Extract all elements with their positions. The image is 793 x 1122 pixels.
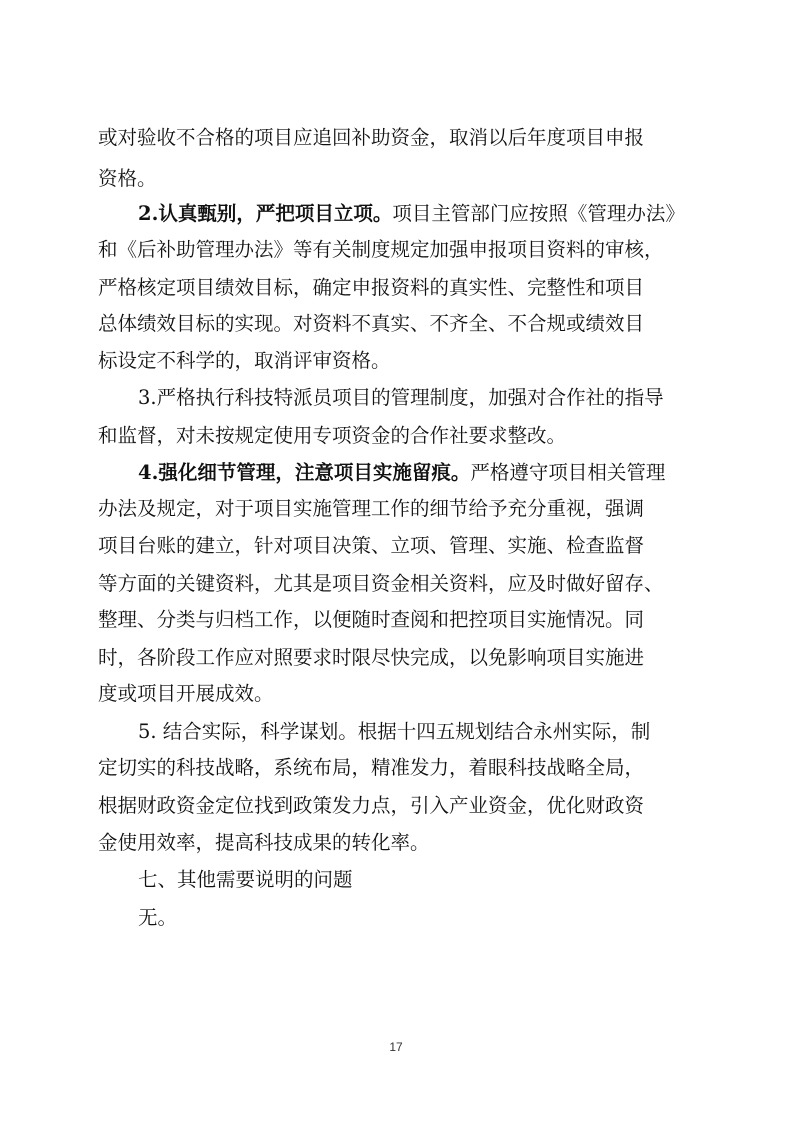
p2-line-1 (138, 196, 738, 232)
p5-line-3: 根据财政资金定位找到政策发力点，引入产业资金，优化财政资 (98, 794, 645, 817)
p2-line-5: 标设定不科学的，取消评审资格。 (98, 349, 391, 372)
p2-line-3: 严格核定项目绩效目标，确定申报资料的真实性、完整性和项目 (98, 276, 645, 299)
p1-line-1: 或对验收不合格的项目应追回补助资金，取消以后年度项目申报 (98, 126, 645, 149)
page-number: 17 (389, 1040, 403, 1054)
p3-line-2: 和监督，对未按规定使用专项资金的合作社要求整改。 (98, 424, 567, 447)
p4-line-3: 项目台账的建立，针对项目决策、立项、管理、实施、检查监督 (98, 534, 645, 557)
p3-line-1: 3.严格执行科技特派员项目的管理制度，加强对合作社的指导 (138, 386, 664, 409)
p4-line-2: 办法及规定，对于项目实施管理工作的细节给予充分重视，强调 (98, 497, 645, 520)
p4-line-1 (138, 455, 738, 491)
p5-line-4: 金使用效率，提高科技成果的转化率。 (98, 831, 430, 854)
p2-line-2: 和《后补助管理办法》等有关制度规定加强申报项目资料的审核， (98, 238, 664, 261)
p5-line-2: 定切实的科技战略，系统布局，精准发力，着眼科技战略全局， (98, 756, 645, 779)
p2-line-1-text: 项目主管部门应按照《管理办法》 (392, 202, 685, 225)
p5-line-1: 5. 结合实际，科学谋划。根据十四五规划结合永州实际，制 (138, 720, 651, 743)
p1-line-2: 资格。 (98, 167, 157, 190)
p4-line-1-text: 严格遵守项目相关管理 (470, 461, 666, 484)
p4-heading: 4.强化细节管理，注意项目实施留痕。 (138, 461, 471, 484)
p4-line-6: 时，各阶段工作应对照要求时限尽快完成，以免影响项目实施进 (98, 646, 645, 669)
p2-line-4: 总体绩效目标的实现。对资料不真实、不齐全、不合规或绩效目 (98, 312, 645, 335)
p4-line-4: 等方面的关键资料，尤其是项目资金相关资料，应及时做好留存、 (98, 572, 664, 595)
p4-line-7: 度或项目开展成效。 (98, 682, 274, 705)
p4-line-5: 整理、分类与归档工作，以便随时查阅和把控项目实施情况。同 (98, 608, 645, 631)
section-7-heading: 七、其他需要说明的问题 (138, 868, 353, 891)
p2-heading: 2.认真甄别，严把项目立项。 (138, 202, 393, 225)
section-7-body: 无。 (138, 906, 178, 929)
